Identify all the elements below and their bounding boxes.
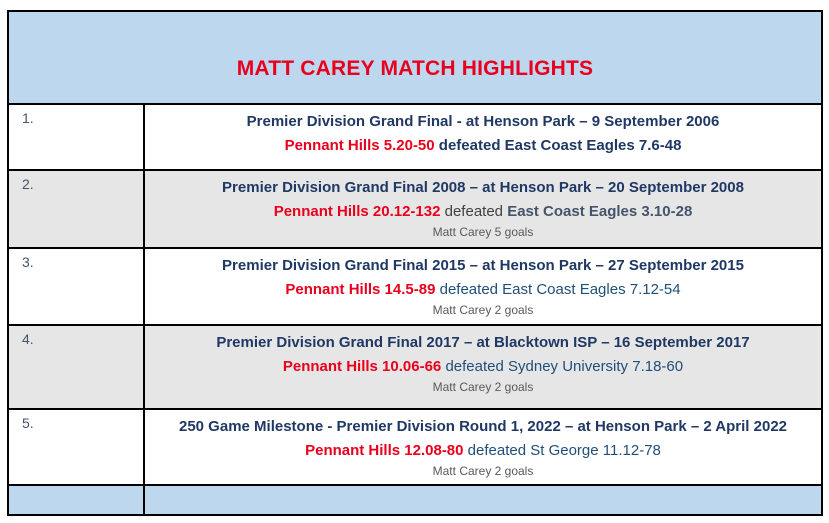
winning-team-score: Pennant Hills 12.08-80 bbox=[305, 442, 464, 459]
highlights-table bbox=[7, 10, 823, 516]
row-number: 3. bbox=[9, 249, 145, 324]
match-heading: Premier Division Grand Final 2017 – at Blacktown ISP – 16 September 2017 bbox=[216, 334, 750, 351]
match-row-3 bbox=[9, 247, 821, 324]
match-result bbox=[153, 355, 813, 378]
match-heading: Premier Division Grand Final 2015 – at Henson Park – 27 September 2015 bbox=[222, 257, 744, 274]
result-verb: defeated bbox=[439, 281, 498, 298]
match-row-1 bbox=[9, 103, 821, 169]
match-result bbox=[153, 278, 813, 301]
match-heading: 250 Game Milestone - Premier Division Round 1, 2022 – at Henson Park – 2 April 2022 bbox=[178, 418, 788, 435]
match-details bbox=[145, 171, 821, 247]
match-heading: Premier Division Grand Final 2008 – at Henson Park – 20 September 2008 bbox=[222, 179, 744, 196]
result-verb: defeated bbox=[444, 203, 504, 220]
table-footer bbox=[9, 484, 821, 514]
player-goals-note: Matt Carey 2 goals bbox=[432, 380, 534, 394]
match-row-2 bbox=[9, 169, 821, 247]
row-number: 4. bbox=[9, 326, 145, 408]
result-verb: defeated bbox=[467, 442, 527, 459]
match-details bbox=[145, 326, 821, 408]
row-number: 1. bbox=[9, 105, 145, 169]
losing-team-score: East Coast Eagles 7.6-48 bbox=[504, 137, 682, 154]
row-number: 5. bbox=[9, 410, 145, 484]
losing-team-score: St George 11.12-78 bbox=[530, 442, 661, 459]
match-row-5 bbox=[9, 408, 821, 484]
winning-team-score: Pennant Hills 20.12-132 bbox=[273, 203, 441, 220]
losing-team-score: Sydney University 7.18-60 bbox=[508, 358, 684, 375]
winning-team-score: Pennant Hills 5.20-50 bbox=[284, 137, 435, 154]
player-goals-note: Matt Carey 2 goals bbox=[432, 464, 534, 478]
match-details bbox=[145, 249, 821, 324]
result-verb: defeated bbox=[445, 358, 504, 375]
winning-team-score: Pennant Hills 14.5-89 bbox=[285, 281, 436, 298]
winning-team-score: Pennant Hills 10.06-66 bbox=[282, 358, 442, 375]
match-result bbox=[153, 439, 813, 462]
match-row-4 bbox=[9, 324, 821, 408]
losing-team-score: East Coast Eagles 3.10-28 bbox=[507, 203, 693, 220]
player-goals-note: Matt Carey 5 goals bbox=[432, 225, 534, 239]
match-result bbox=[153, 200, 813, 223]
footer-cell-left bbox=[9, 486, 145, 514]
match-details bbox=[145, 105, 821, 169]
row-number: 2. bbox=[9, 171, 145, 247]
result-verb: defeated bbox=[438, 137, 501, 154]
match-details bbox=[145, 410, 821, 484]
footer-cell-right bbox=[145, 486, 821, 514]
match-heading: Premier Division Grand Final - at Henson Park – 9 September 2006 bbox=[246, 113, 720, 130]
player-goals-note: Matt Carey 2 goals bbox=[432, 303, 534, 317]
losing-team-score: East Coast Eagles 7.12-54 bbox=[502, 281, 681, 298]
page-title: MATT CAREY MATCH HIGHLIGHTS bbox=[236, 56, 594, 80]
match-result bbox=[153, 134, 813, 157]
table-header bbox=[9, 12, 821, 103]
